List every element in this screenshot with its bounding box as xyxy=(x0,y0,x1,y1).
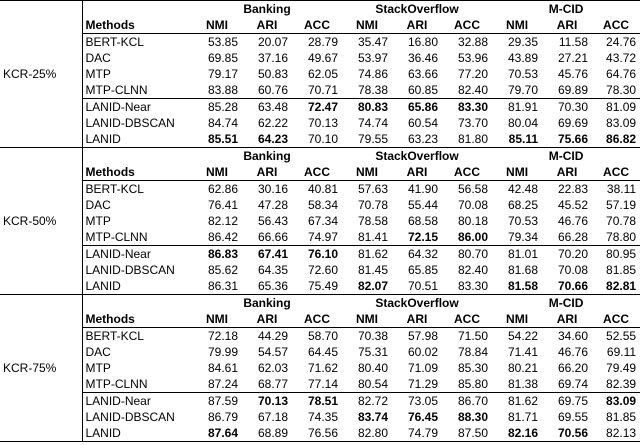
value-cell: 85.28 xyxy=(192,99,242,116)
group-header: Banking xyxy=(192,295,342,312)
table-row xyxy=(0,328,640,345)
group-header: M-CID xyxy=(492,295,640,312)
empty-cell xyxy=(82,1,192,18)
value-cell: 70.20 xyxy=(542,246,592,263)
metric-header: NMI xyxy=(342,164,392,181)
value-cell: 83.30 xyxy=(442,278,492,295)
value-cell: 66.66 xyxy=(257,229,288,244)
value-cell: 71.09 xyxy=(407,360,438,375)
value-cell: 37.16 xyxy=(257,50,288,65)
value-cell: 22.83 xyxy=(558,181,589,196)
value-cell: 24.76 xyxy=(606,34,637,49)
value-cell: 64.23 xyxy=(242,131,292,148)
group-header-row xyxy=(0,1,640,18)
value-cell: 57.63 xyxy=(357,181,388,196)
value-cell: 69.75 xyxy=(542,393,592,410)
value-cell: 70.13 xyxy=(242,393,292,410)
value-cell: 70.38 xyxy=(357,328,388,343)
value-cell: 67.34 xyxy=(307,213,338,228)
value-cell: 64.76 xyxy=(606,66,637,81)
value-cell: 81.85 xyxy=(606,262,637,277)
value-cell: 70.51 xyxy=(392,278,442,295)
metric-header: ACC xyxy=(592,17,640,34)
value-cell: 87.64 xyxy=(192,425,242,442)
value-cell: 69.89 xyxy=(558,82,589,97)
table-row xyxy=(0,115,640,131)
method-name: MTP-CLNN xyxy=(82,376,192,393)
value-cell: 77.20 xyxy=(458,66,489,81)
group-header: M-CID xyxy=(492,148,640,165)
metric-header: NMI xyxy=(192,164,242,181)
value-cell: 70.53 xyxy=(508,66,539,81)
value-cell: 54.22 xyxy=(508,328,539,343)
value-cell: 70.56 xyxy=(542,425,592,442)
value-cell: 70.53 xyxy=(508,213,539,228)
group-header: StackOverflow xyxy=(342,148,492,165)
value-cell: 47.28 xyxy=(257,197,288,212)
metric-header-row xyxy=(0,311,640,328)
value-cell: 73.05 xyxy=(392,393,442,410)
value-cell: 82.40 xyxy=(458,82,489,97)
value-cell: 76.41 xyxy=(207,197,238,212)
value-cell: 80.18 xyxy=(458,213,489,228)
value-cell: 78.51 xyxy=(292,393,342,410)
value-cell: 64.45 xyxy=(307,344,338,359)
method-name: LANID xyxy=(82,131,192,148)
value-cell: 46.76 xyxy=(558,344,589,359)
metric-header: ARI xyxy=(392,311,442,328)
metric-header: ACC xyxy=(292,17,342,34)
metric-header: ACC xyxy=(592,164,640,181)
metric-header: ARI xyxy=(392,164,442,181)
table-row xyxy=(0,197,640,213)
value-cell: 83.88 xyxy=(207,82,238,97)
value-cell: 78.38 xyxy=(357,82,388,97)
metric-header: NMI xyxy=(342,311,392,328)
value-cell: 82.72 xyxy=(342,393,392,410)
method-name: LANID-DBSCAN xyxy=(82,262,192,278)
value-cell: 79.49 xyxy=(606,360,637,375)
value-cell: 85.11 xyxy=(492,131,542,148)
value-cell: 34.60 xyxy=(558,328,589,343)
value-cell: 87.24 xyxy=(207,376,238,391)
value-cell: 80.83 xyxy=(342,99,392,116)
value-cell: 78.58 xyxy=(357,213,388,228)
value-cell: 72.18 xyxy=(207,328,238,343)
value-cell: 56.43 xyxy=(257,213,288,228)
value-cell: 20.07 xyxy=(257,34,288,49)
value-cell: 81.45 xyxy=(357,262,388,277)
value-cell: 82.16 xyxy=(492,425,542,442)
value-cell: 82.81 xyxy=(592,278,640,295)
metric-header: ARI xyxy=(242,17,292,34)
value-cell: 65.36 xyxy=(242,278,292,295)
value-cell: 70.78 xyxy=(357,197,388,212)
value-cell: 84.74 xyxy=(207,115,238,130)
value-cell: 54.57 xyxy=(257,344,288,359)
value-cell: 69.69 xyxy=(558,115,589,130)
value-cell: 75.31 xyxy=(357,344,388,359)
value-cell: 86.82 xyxy=(592,131,640,148)
value-cell: 30.16 xyxy=(257,181,288,196)
value-cell: 36.46 xyxy=(407,50,438,65)
metric-header: NMI xyxy=(492,17,542,34)
value-cell: 82.13 xyxy=(592,425,640,442)
method-name: BERT-KCL xyxy=(82,328,192,345)
value-cell: 80.21 xyxy=(508,360,539,375)
metric-header: ACC xyxy=(292,311,342,328)
value-cell: 67.41 xyxy=(242,246,292,263)
value-cell: 70.08 xyxy=(458,197,489,212)
method-name: MTP-CLNN xyxy=(82,82,192,99)
table-row xyxy=(0,131,640,148)
value-cell: 71.41 xyxy=(508,344,539,359)
group-header-row xyxy=(0,295,640,312)
empty-cell xyxy=(82,295,192,312)
value-cell: 70.30 xyxy=(542,99,592,116)
method-name: BERT-KCL xyxy=(82,34,192,51)
value-cell: 66.28 xyxy=(558,229,589,244)
value-cell: 57.19 xyxy=(606,197,637,212)
metric-header: ARI xyxy=(542,164,592,181)
group-header: M-CID xyxy=(492,1,640,18)
value-cell: 73.70 xyxy=(458,115,489,130)
value-cell: 65.86 xyxy=(392,99,442,116)
value-cell: 80.40 xyxy=(357,360,388,375)
value-cell: 79.99 xyxy=(207,344,238,359)
value-cell: 60.54 xyxy=(407,115,438,130)
value-cell: 72.15 xyxy=(407,229,438,244)
value-cell: 69.74 xyxy=(558,376,589,391)
value-cell: 74.86 xyxy=(357,66,388,81)
metric-header: NMI xyxy=(342,17,392,34)
table-row xyxy=(0,34,640,51)
value-cell: 81.62 xyxy=(492,393,542,410)
value-cell: 28.79 xyxy=(307,34,338,49)
methods-header: Methods xyxy=(82,17,192,34)
value-cell: 81.80 xyxy=(442,131,492,148)
value-cell: 77.14 xyxy=(307,376,338,391)
group-header: Banking xyxy=(192,1,342,18)
table-row xyxy=(0,376,640,393)
table-row xyxy=(0,229,640,246)
value-cell: 71.29 xyxy=(407,376,438,391)
table-row xyxy=(0,393,640,410)
method-name: LANID xyxy=(82,425,192,442)
value-cell: 76.10 xyxy=(292,246,342,263)
value-cell: 79.55 xyxy=(342,131,392,148)
value-cell: 81.68 xyxy=(508,262,539,277)
value-cell: 58.70 xyxy=(307,328,338,343)
value-cell: 82.80 xyxy=(342,425,392,442)
value-cell: 86.00 xyxy=(458,229,489,244)
value-cell: 62.03 xyxy=(257,360,288,375)
table-row xyxy=(0,50,640,66)
method-name: LANID-DBSCAN xyxy=(82,115,192,131)
metric-header: ACC xyxy=(442,164,492,181)
value-cell: 32.88 xyxy=(458,34,489,49)
value-cell: 68.58 xyxy=(407,213,438,228)
value-cell: 82.40 xyxy=(458,262,489,277)
value-cell: 60.85 xyxy=(407,82,438,97)
kcr-label: KCR-75% xyxy=(0,295,82,442)
value-cell: 55.44 xyxy=(407,197,438,212)
method-name: MTP-CLNN xyxy=(82,229,192,246)
value-cell: 11.58 xyxy=(558,34,589,49)
metric-header: ACC xyxy=(442,311,492,328)
table-row xyxy=(0,246,640,263)
metric-header: ARI xyxy=(542,311,592,328)
value-cell: 53.85 xyxy=(207,34,238,49)
value-cell: 82.39 xyxy=(606,376,637,391)
value-cell: 29.35 xyxy=(508,34,539,49)
value-cell: 69.55 xyxy=(558,409,589,424)
group-header: StackOverflow xyxy=(342,295,492,312)
kcr-label: KCR-25% xyxy=(0,1,82,148)
value-cell: 63.23 xyxy=(392,131,442,148)
value-cell: 81.01 xyxy=(492,246,542,263)
value-cell: 85.51 xyxy=(192,131,242,148)
value-cell: 68.77 xyxy=(257,376,288,391)
value-cell: 79.70 xyxy=(508,82,539,97)
value-cell: 69.85 xyxy=(207,50,238,65)
group-header: StackOverflow xyxy=(342,1,492,18)
method-name: LANID-Near xyxy=(82,246,192,263)
value-cell: 46.76 xyxy=(558,213,589,228)
value-cell: 64.32 xyxy=(392,246,442,263)
value-cell: 62.22 xyxy=(257,115,288,130)
value-cell: 41.90 xyxy=(407,181,438,196)
value-cell: 88.30 xyxy=(458,409,489,424)
value-cell: 70.10 xyxy=(292,131,342,148)
table-row xyxy=(0,278,640,295)
group-header: Banking xyxy=(192,148,342,165)
table-row xyxy=(0,82,640,99)
table-row xyxy=(0,344,640,360)
table-row xyxy=(0,409,640,425)
value-cell: 60.02 xyxy=(407,344,438,359)
value-cell: 68.89 xyxy=(242,425,292,442)
value-cell: 81.62 xyxy=(342,246,392,263)
value-cell: 80.70 xyxy=(442,246,492,263)
value-cell: 63.66 xyxy=(407,66,438,81)
method-name: LANID-Near xyxy=(82,99,192,116)
method-name: LANID-DBSCAN xyxy=(82,409,192,425)
value-cell: 53.96 xyxy=(458,50,489,65)
value-cell: 81.09 xyxy=(592,99,640,116)
metric-header: ARI xyxy=(242,164,292,181)
value-cell: 82.12 xyxy=(207,213,238,228)
metric-header-row xyxy=(0,164,640,181)
method-name: DAC xyxy=(82,50,192,66)
value-cell: 68.25 xyxy=(508,197,539,212)
value-cell: 83.09 xyxy=(606,115,637,130)
value-cell: 72.47 xyxy=(292,99,342,116)
value-cell: 74.74 xyxy=(357,115,388,130)
value-cell: 80.95 xyxy=(592,246,640,263)
value-cell: 40.81 xyxy=(307,181,338,196)
method-name: MTP xyxy=(82,66,192,82)
value-cell: 38.11 xyxy=(606,181,637,196)
value-cell: 71.50 xyxy=(458,328,489,343)
value-cell: 27.21 xyxy=(558,50,589,65)
methods-header: Methods xyxy=(82,164,192,181)
value-cell: 81.38 xyxy=(508,376,539,391)
value-cell: 52.55 xyxy=(606,328,637,343)
value-cell: 49.67 xyxy=(307,50,338,65)
value-cell: 86.70 xyxy=(442,393,492,410)
value-cell: 71.62 xyxy=(307,360,338,375)
metric-header: NMI xyxy=(192,17,242,34)
method-name: DAC xyxy=(82,197,192,213)
value-cell: 66.20 xyxy=(558,360,589,375)
value-cell: 16.80 xyxy=(407,34,438,49)
value-cell: 60.76 xyxy=(257,82,288,97)
value-cell: 69.11 xyxy=(606,344,637,359)
methods-header: Methods xyxy=(82,311,192,328)
value-cell: 81.41 xyxy=(357,229,388,244)
value-cell: 44.29 xyxy=(257,328,288,343)
table-row xyxy=(0,425,640,442)
group-header-row xyxy=(0,148,640,165)
value-cell: 50.83 xyxy=(257,66,288,81)
value-cell: 67.18 xyxy=(257,409,288,424)
value-cell: 86.83 xyxy=(192,246,242,263)
method-name: BERT-KCL xyxy=(82,181,192,198)
value-cell: 86.42 xyxy=(207,229,238,244)
value-cell: 43.89 xyxy=(508,50,539,65)
value-cell: 80.54 xyxy=(357,376,388,391)
value-cell: 84.61 xyxy=(207,360,238,375)
value-cell: 76.56 xyxy=(292,425,342,442)
method-name: MTP xyxy=(82,360,192,376)
value-cell: 85.30 xyxy=(458,360,489,375)
value-cell: 72.60 xyxy=(307,262,338,277)
metric-header-row xyxy=(0,17,640,34)
value-cell: 70.78 xyxy=(606,213,637,228)
value-cell: 82.07 xyxy=(342,278,392,295)
value-cell: 76.45 xyxy=(407,409,438,424)
table-row xyxy=(0,181,640,198)
value-cell: 87.50 xyxy=(442,425,492,442)
table-row xyxy=(0,99,640,116)
method-name: MTP xyxy=(82,213,192,229)
value-cell: 63.48 xyxy=(242,99,292,116)
value-cell: 70.71 xyxy=(307,82,338,97)
value-cell: 86.31 xyxy=(192,278,242,295)
value-cell: 70.08 xyxy=(558,262,589,277)
kcr-label: KCR-50% xyxy=(0,148,82,295)
value-cell: 81.91 xyxy=(492,99,542,116)
value-cell: 56.58 xyxy=(458,181,489,196)
value-cell: 42.48 xyxy=(508,181,539,196)
value-cell: 83.09 xyxy=(592,393,640,410)
table-row xyxy=(0,360,640,376)
method-name: LANID xyxy=(82,278,192,295)
value-cell: 83.30 xyxy=(442,99,492,116)
value-cell: 43.72 xyxy=(606,50,637,65)
value-cell: 70.66 xyxy=(542,278,592,295)
value-cell: 81.58 xyxy=(492,278,542,295)
empty-cell xyxy=(82,148,192,165)
value-cell: 57.98 xyxy=(407,328,438,343)
metric-header: ARI xyxy=(242,311,292,328)
value-cell: 74.79 xyxy=(392,425,442,442)
value-cell: 53.97 xyxy=(357,50,388,65)
value-cell: 74.35 xyxy=(307,409,338,424)
value-cell: 58.34 xyxy=(307,197,338,212)
metric-header: ACC xyxy=(442,17,492,34)
value-cell: 86.79 xyxy=(207,409,238,424)
value-cell: 81.85 xyxy=(606,409,637,424)
metric-header: ARI xyxy=(542,17,592,34)
metric-header: ACC xyxy=(292,164,342,181)
value-cell: 65.85 xyxy=(407,262,438,277)
value-cell: 75.66 xyxy=(542,131,592,148)
metric-header: NMI xyxy=(492,311,542,328)
value-cell: 85.80 xyxy=(458,376,489,391)
method-name: LANID-Near xyxy=(82,393,192,410)
value-cell: 87.59 xyxy=(192,393,242,410)
value-cell: 62.05 xyxy=(307,66,338,81)
value-cell: 83.74 xyxy=(357,409,388,424)
table-row xyxy=(0,262,640,278)
table-row xyxy=(0,66,640,82)
value-cell: 78.84 xyxy=(458,344,489,359)
metric-header: ARI xyxy=(392,17,442,34)
value-cell: 45.52 xyxy=(558,197,589,212)
value-cell: 78.80 xyxy=(606,229,637,244)
table-row xyxy=(0,213,640,229)
value-cell: 62.86 xyxy=(207,181,238,196)
value-cell: 81.71 xyxy=(508,409,539,424)
metric-header: NMI xyxy=(192,311,242,328)
value-cell: 45.76 xyxy=(558,66,589,81)
value-cell: 35.47 xyxy=(357,34,388,49)
value-cell: 78.30 xyxy=(606,82,637,97)
metric-header: NMI xyxy=(492,164,542,181)
value-cell: 64.35 xyxy=(257,262,288,277)
metric-header: ACC xyxy=(592,311,640,328)
value-cell: 85.62 xyxy=(207,262,238,277)
value-cell: 74.97 xyxy=(307,229,338,244)
value-cell: 79.34 xyxy=(508,229,539,244)
value-cell: 80.04 xyxy=(508,115,539,130)
method-name: DAC xyxy=(82,344,192,360)
value-cell: 79.17 xyxy=(207,66,238,81)
value-cell: 75.49 xyxy=(292,278,342,295)
value-cell: 70.13 xyxy=(307,115,338,130)
